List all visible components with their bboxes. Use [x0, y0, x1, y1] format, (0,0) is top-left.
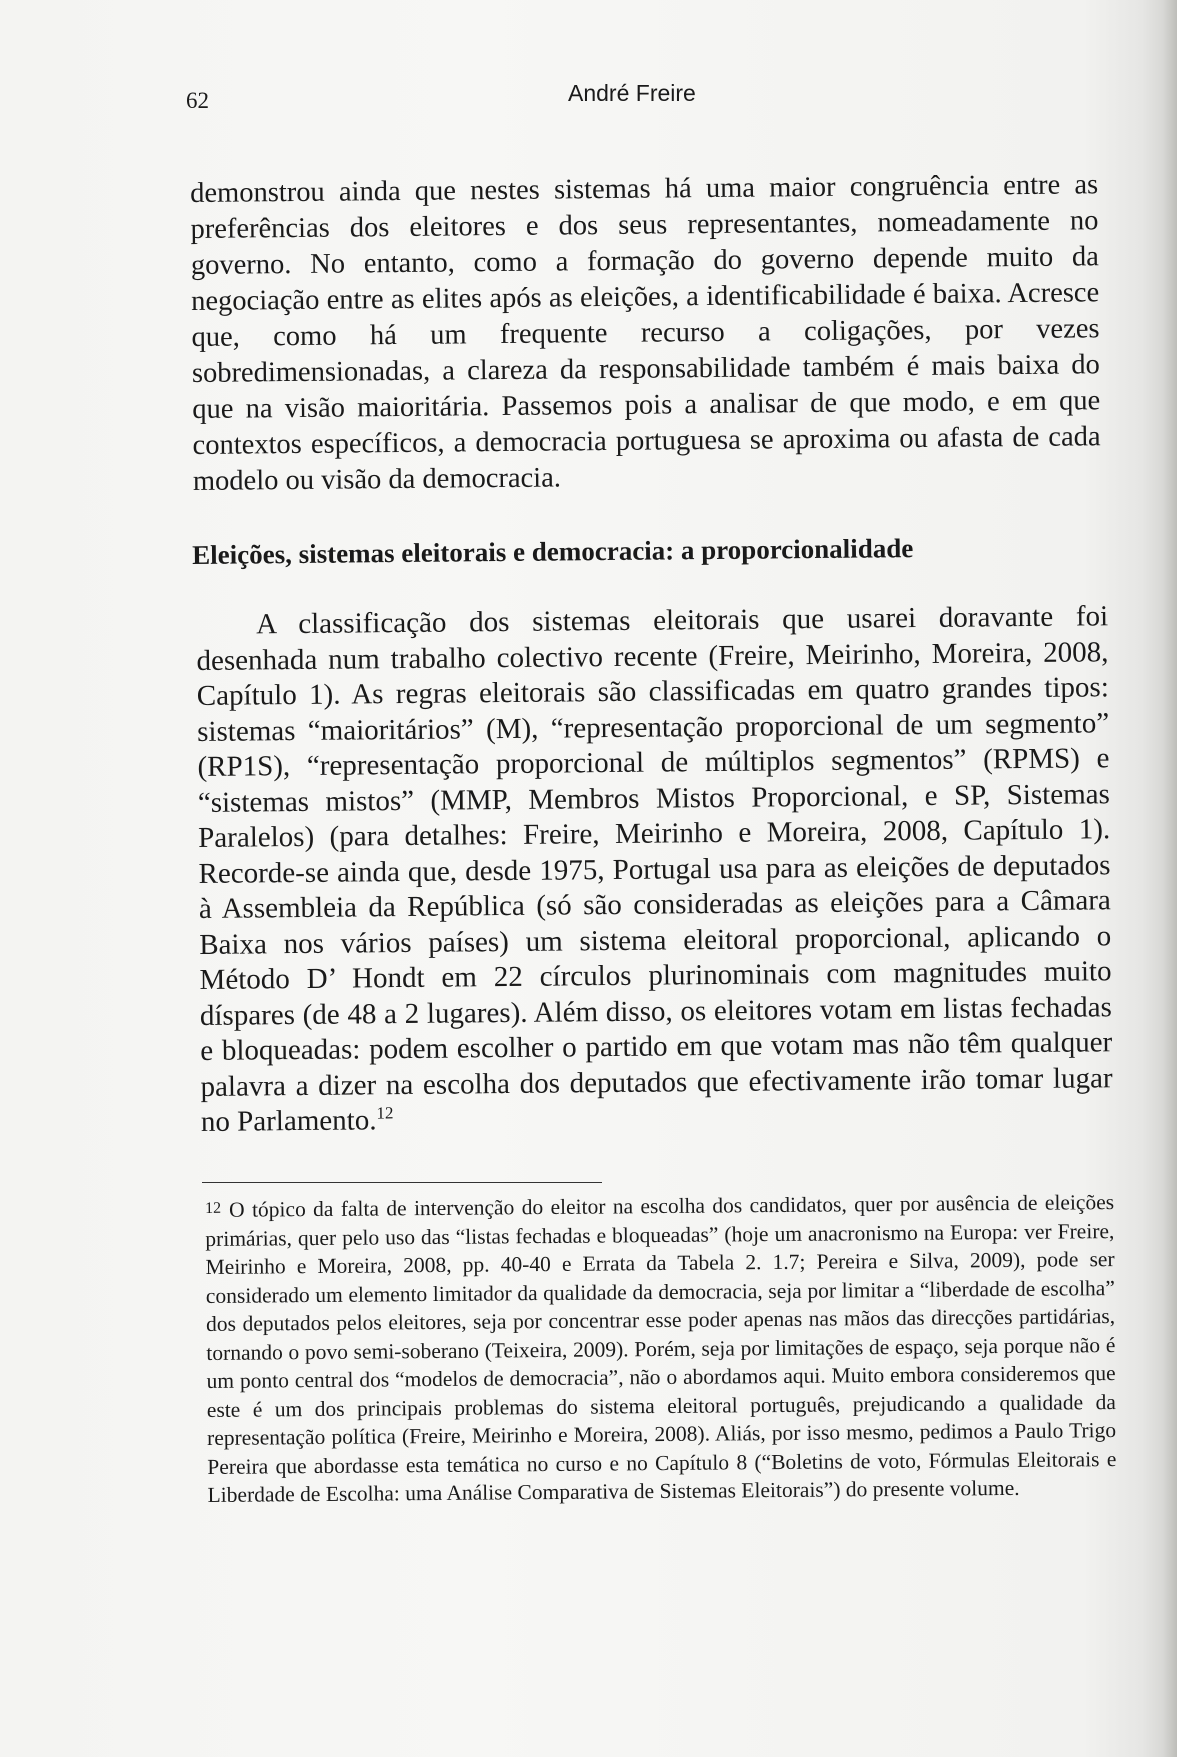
- paragraph-electoral-systems-text: A classificação dos sistemas eleitorais que usarei doravante foi desenhada num trabalho colectivo recente (Freire, Meirinho, Moreira, 2008, Capítulo 1). As regras eleitorais são classificadas em quatro grandes tipos: sistemas “maioritários” (M), “representação proporcional de um segmento” (RP1S), “representação proporcional de múltiplos segmentos” (RPMS) e “sistemas mistos” (MMP, Membros Mistos Proporcional, e SP, Sistemas Paralelos) (para detalhes: Freire, Meirinho e Moreira, 2008, Capítulo 1). Recorde-se ainda que, desde 1975, Portugal usa para as eleições de deputados à Assembleia da República (só são consideradas as eleições para a Câmara Baixa nos vários países) um sistema eleitoral proporcional, aplicando o Método D’ Hondt em 22 círculos plurinominais com magnitudes muito díspares (de 48 a 2 lugares). Além disso, os eleitores votam em listas fechadas e bloqueadas: podem escolher o partido em que votam mas não têm qualquer palavra a dizer na escolha dos deputados que efectivamente irão tomar lugar no Parlamento.: [196, 600, 1113, 1138]
- footnote-text: O tópico da falta de intervenção do eleitor na escolha dos candidatos, quer por ausência de eleições primárias, quer pelo uso das “listas fechadas e bloqueadas” (hoje um anacronismo na Europa: ver Freire, Meirinho e Moreira, 2008, pp. 40-40 e Errata da Tabela 2. 1.7; Pereira e Silva, 2009), pode ser considerado um elemento limitador da qualidade da democracia, seja por limitar a “liberdade de escolha” dos deputados pelos eleitores, seja por concentrar esse poder apenas nas mãos das direcções partidárias, tornando o povo semi-soberano (Teixeira, 2009). Porém, seja por limitações de espaço, seja porque não é um ponto central dos “modelos de democracia”, não o abordamos aqui. Muito embora consideremos que este é um dos principais problemas do sistema eleitoral português, prejudicando a qualidade da representação política (Freire, Meirinho e Moreira, 2008). Aliás, por isso mesmo, pedimos a Paulo Trigo Pereira que abordasse esta temática no curso e no Capítulo 8 (“Boletins de voto, Fórmulas Eleitorais e Liberdade de Escolha: uma Análise Comparativa de Sistemas Eleitorais”) do presente volume.: [205, 1190, 1117, 1507]
- paragraph-intro: demonstrou ainda que nestes sistemas há uma maior congruência entre as preferências dos eleitores e dos seus representantes, nomeadamente no governo. No entanto, como a formação do governo depende muito da negociação entre as elites após as eleições, a identificabilidade é baixa. Acresce que, como há um frequente recurso a coligações, por vezes sobredimensionadas, a clareza da responsabilidade também é mais baixa do que na visão maioritária. Passemos pois a analisar de que modo, e em que contextos específicos, a democracia portuguesa se aproxima ou afasta de cada modelo ou visão da democracia.: [190, 169, 1101, 497]
- paragraph-electoral-systems: [196, 599, 1113, 1140]
- footnote-reference: 12: [376, 1103, 394, 1123]
- page-number: 62: [186, 88, 209, 113]
- page-edge: [1163, 0, 1177, 1757]
- footnote-divider: [202, 1182, 602, 1183]
- running-head-author: André Freire: [568, 80, 696, 106]
- section-heading: Eleições, sistemas eleitorais e democracia: a proporcionalidade: [192, 533, 914, 570]
- page-header: [186, 80, 1066, 120]
- footnote-number: 12: [205, 1199, 222, 1217]
- footnote: [205, 1188, 1117, 1509]
